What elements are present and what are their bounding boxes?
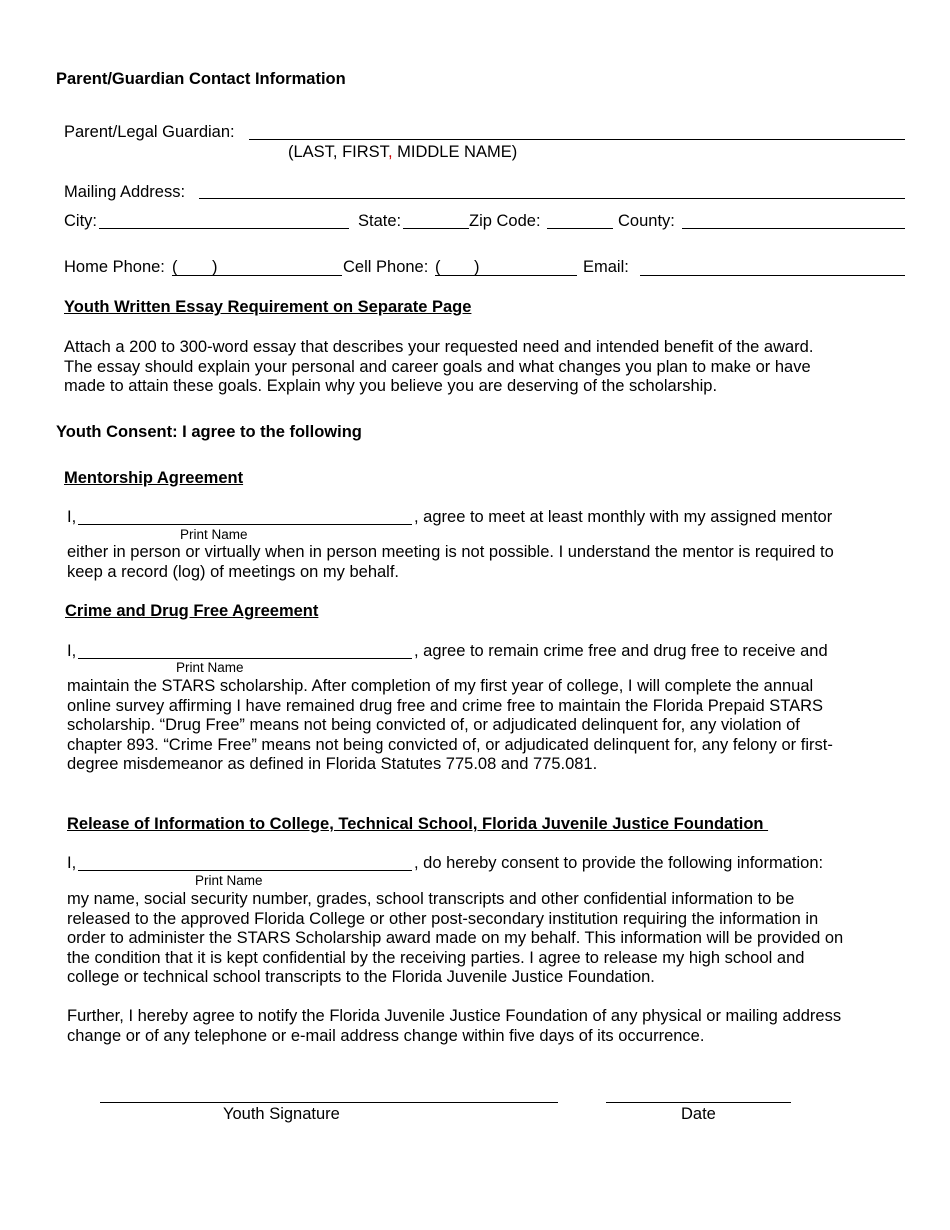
crime-print-name: Print Name xyxy=(176,660,244,675)
guardian-field[interactable] xyxy=(249,139,905,140)
zip-label: Zip Code: xyxy=(469,212,541,230)
city-field[interactable] xyxy=(99,228,349,229)
release-further-line: Further, I hereby agree to notify the Florida Juvenile Justice Foundation of any physical or mailing address xyxy=(67,1007,842,1025)
mentorship-prefix: I, xyxy=(67,508,77,526)
release-line: my name, social security number, grades, school transcripts and other confidential information to be xyxy=(67,890,795,908)
release-paragraph xyxy=(67,890,843,988)
home-phone-field[interactable] xyxy=(172,275,342,276)
state-field[interactable] xyxy=(403,228,469,229)
guardian-label: Parent/Legal Guardian: xyxy=(64,123,235,141)
guardian-hint-comma: , xyxy=(387,143,393,161)
cell-phone-paren-open: ( xyxy=(435,258,441,276)
crime-line: maintain the STARS scholarship. After completion of my first year of college, I will complete the annual xyxy=(67,677,814,695)
city-label: City: xyxy=(64,212,97,230)
mentorship-paragraph xyxy=(67,543,834,582)
county-field[interactable] xyxy=(682,228,905,229)
crime-line: degree misdemeanor as defined in Florida Statutes 775.08 and 775.081. xyxy=(67,755,598,773)
youth-signature-field[interactable] xyxy=(100,1102,558,1103)
mentorship-line: either in person or virtually when in person meeting is not possible. I understand the mentor is required to xyxy=(67,543,834,561)
release-prefix: I, xyxy=(67,854,77,872)
release-print-name: Print Name xyxy=(195,873,263,888)
mentorship-name-field[interactable] xyxy=(78,524,412,525)
state-label: State: xyxy=(358,212,402,230)
cell-phone-paren-close: ) xyxy=(474,258,480,276)
essay-heading: Youth Written Essay Requirement on Separate Page xyxy=(64,298,472,316)
release-heading: Release of Information to College, Technical School, Florida Juvenile Justice Foundation xyxy=(67,815,769,833)
crime-prefix: I, xyxy=(67,642,77,660)
mentorship-line: keep a record (log) of meetings on my behalf. xyxy=(67,562,400,581)
mentorship-print-name: Print Name xyxy=(180,527,248,542)
home-phone-label: Home Phone: xyxy=(64,258,165,276)
contact-heading: Parent/Guardian Contact Information xyxy=(56,70,346,88)
release-suffix: , do hereby consent to provide the following information: xyxy=(414,854,824,872)
release-line: college or technical school transcripts to the Florida Juvenile Justice Foundation. xyxy=(67,968,655,986)
zip-field[interactable] xyxy=(547,228,613,229)
date-field[interactable] xyxy=(606,1102,791,1103)
email-label: Email: xyxy=(583,258,629,276)
release-further-paragraph xyxy=(67,1007,841,1046)
home-phone-paren-close: ) xyxy=(212,258,218,276)
guardian-hint xyxy=(288,143,517,163)
essay-line: Attach a 200 to 300-word essay that describes your requested need and intended benefit of the award. xyxy=(64,338,814,356)
home-phone-paren-open: ( xyxy=(172,258,178,276)
crime-line: online survey affirming I have remained drug free and crime free to maintain the Florida Prepaid STARS xyxy=(67,696,824,715)
email-field[interactable] xyxy=(640,275,905,276)
guardian-hint-part-a: (LAST, FIRST xyxy=(288,143,388,161)
essay-line: made to attain these goals. Explain why you believe you are deserving of the scholarship. xyxy=(64,377,718,395)
essay-line: The essay should explain your personal and career goals and what changes you plan to make or have xyxy=(64,357,811,376)
essay-paragraph xyxy=(64,338,813,397)
crime-name-field[interactable] xyxy=(78,658,412,659)
mentorship-heading: Mentorship Agreement xyxy=(64,469,244,487)
mailing-field[interactable] xyxy=(199,198,905,199)
mailing-label: Mailing Address: xyxy=(64,183,186,201)
youth-signature-label: Youth Signature xyxy=(223,1105,340,1123)
crime-paragraph xyxy=(67,677,833,775)
crime-suffix: , agree to remain crime free and drug free to receive and xyxy=(414,642,828,660)
consent-heading: Youth Consent: I agree to the following xyxy=(56,423,362,441)
cell-phone-field[interactable] xyxy=(435,275,577,276)
county-label: County: xyxy=(618,212,675,230)
date-label: Date xyxy=(681,1105,716,1123)
crime-heading: Crime and Drug Free Agreement xyxy=(65,602,319,620)
release-line: the condition that it is kept confidential by the receiving parties. I agree to release my high school and xyxy=(67,948,805,967)
guardian-hint-part-b: MIDDLE NAME) xyxy=(392,143,518,161)
crime-line: scholarship. “Drug Free” means not being convicted of, or adjudicated delinquent for, any violation of xyxy=(67,716,800,734)
release-name-field[interactable] xyxy=(78,870,412,871)
mentorship-suffix: , agree to meet at least monthly with my assigned mentor xyxy=(414,508,833,526)
cell-phone-label: Cell Phone: xyxy=(343,258,429,276)
crime-line: chapter 893. “Crime Free” means not being convicted of, or adjudicated delinquent for, any felony or first- xyxy=(67,735,833,754)
release-line: released to the approved Florida College or other post-secondary institution requiring the information in xyxy=(67,909,819,928)
release-line: order to administer the STARS Scholarship award made on my behalf. This information will be provided on xyxy=(67,929,844,947)
release-further-line: change or of any telephone or e-mail address change within five days of its occurrence. xyxy=(67,1026,705,1045)
